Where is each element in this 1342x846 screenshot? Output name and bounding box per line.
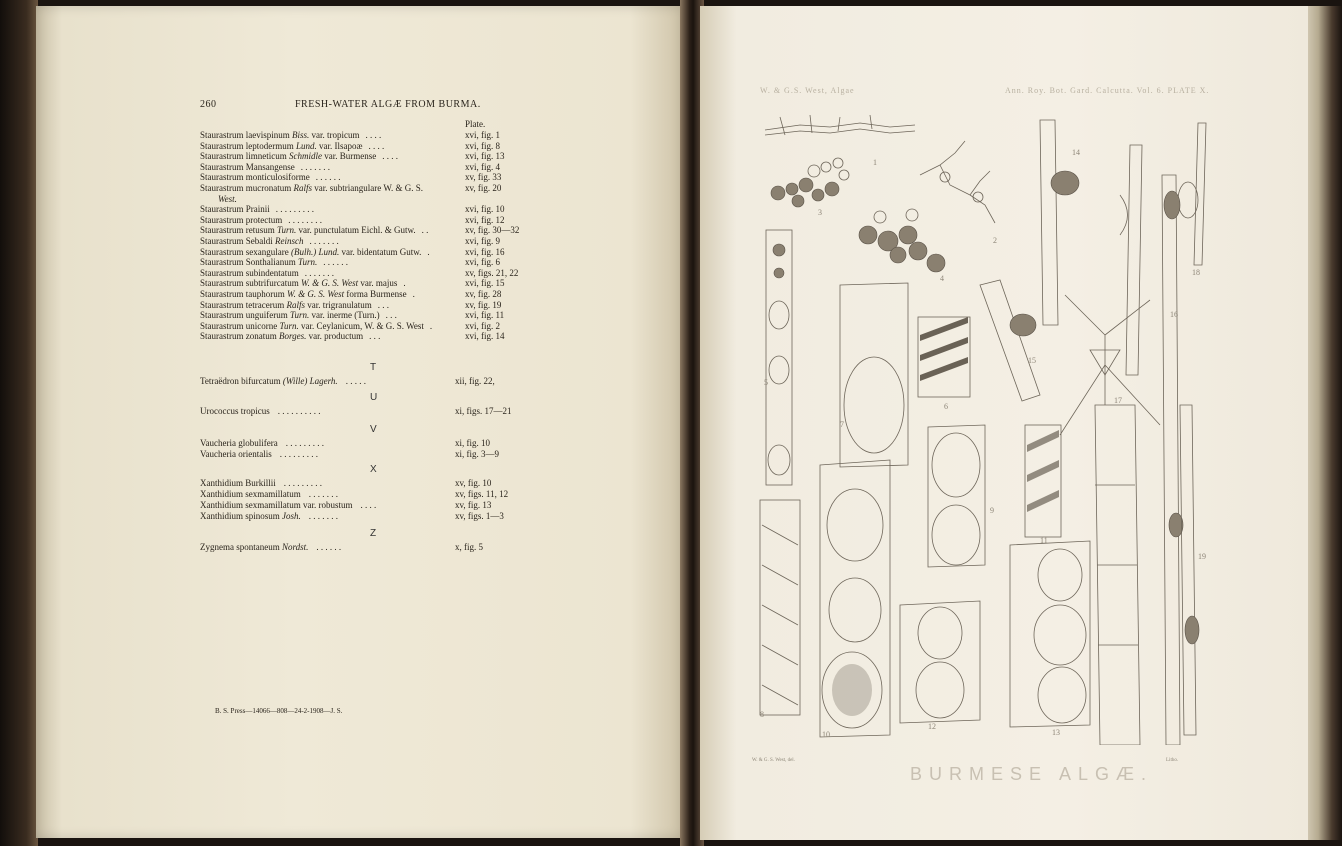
figure-7-cell [840,283,908,467]
entry-author: Nordst. [281,542,309,552]
index-entry [200,183,429,193]
entry-leader-dots: . . . . . . . [308,511,339,521]
entry-name: Xanthidium sexmamillatum var. robustum [200,500,353,510]
entry-name: Staurastrum tauphorum [200,289,285,299]
index-entry [200,321,432,331]
entry-author: Josh. [282,511,301,521]
section-letter: U [370,392,378,403]
figure-4-spore-cluster [859,209,945,272]
figure-number-11: 11 [1040,536,1048,545]
entry-plate-ref: xv, figs. 11, 12 [455,489,509,499]
entry-leader-dots: . . . . . . . [308,489,338,499]
entry-plate-ref: xi, fig. 3—9 [455,449,499,459]
index-entry [200,172,340,182]
entry-leader-dots: . . . . . . . [304,267,334,278]
figure-number-1: 1 [873,158,877,167]
entry-leader-dots: . . . . . . . . . [275,204,314,215]
entry-leader-dots: . [412,289,415,299]
index-entry [200,257,348,267]
entry-leader-dots: . . . . . . . [300,161,330,172]
index-entry [200,289,415,299]
index-entry [200,215,322,225]
figure-number-3: 3 [818,208,822,217]
entry-plate-ref: xv, fig. 30—32 [465,225,520,236]
entry-leader-dots: . . . . . . . . . . [277,406,321,416]
entry-leader-dots: . . . . . . [323,257,349,268]
entry-author: (Bulh.) Lund. [290,246,340,257]
figure-5-filament [766,230,792,485]
index-entry [200,151,398,161]
entry-name: Staurastrum retusum [200,225,275,236]
figure-10-zygospores [820,460,890,737]
entry-plate-ref: xvi, fig. 15 [465,278,505,289]
entry-name: Vaucheria orientalis [200,449,272,459]
index-entry [200,438,324,448]
figure-number-12: 12 [928,722,936,731]
section-letter: T [370,362,377,373]
figure-number-13: 13 [1052,728,1060,737]
entry-plate-ref: xvi, fig. 9 [465,236,500,246]
index-entry [200,130,381,140]
entry-plate-ref: xi, figs. 17—21 [455,406,512,416]
entry-plate-ref: xv, fig. 13 [455,500,492,510]
figure-long-filament [1095,405,1140,745]
entry-plate-ref: xv, fig. 10 [455,478,492,488]
page-number: 260 [200,99,217,110]
entry-name: Staurastrum Mansangense [200,161,295,172]
entry-plate-ref: xvi, fig. 10 [465,204,505,215]
entry-author: Turn. [289,310,310,321]
figure-8-spiral-filament [760,500,800,715]
entry-leader-dots: . [403,278,406,289]
index-entry [200,236,339,246]
plate-header-right: Ann. Roy. Bot. Gard. Calcutta. Vol. 6. PLATE X. [1005,86,1210,95]
figure-number-2: 2 [993,236,997,245]
entry-plate-ref: xv, figs. 1—3 [455,511,504,521]
figure-2-branching-filament [920,141,995,223]
entry-author: W. & G. S. West [287,289,345,299]
entry-variety: var. trigranulatum [304,299,372,310]
entry-author: West. [218,193,237,204]
entry-name: Staurastrum protectum [200,214,283,225]
entry-plate-ref: x, fig. 5 [455,542,483,552]
entry-variety: forma Burmense [344,289,407,299]
entry-name: Staurastrum tetracerum [200,299,285,310]
index-entry [200,268,334,278]
section-letter: V [370,424,377,435]
figure-number-14: 14 [1072,148,1080,157]
index-entry [200,542,341,552]
entry-variety: var. Ilsapoæ [316,140,363,151]
entry-leader-dots: . . . . [382,151,398,162]
entry-variety: var. bidentatum Gutw. [339,246,422,257]
entry-leader-dots: . . . . [360,500,377,510]
index-entry [200,300,389,310]
entry-leader-dots: . . . . . . . . . [283,478,322,488]
index-entry [218,194,243,204]
printer-imprint: B. S. Press—14066—808—24-2-1908—J. S. [215,707,343,715]
entry-author: Reinsch [275,236,304,246]
entry-plate-ref: xvi, fig. 16 [465,246,505,257]
entry-leader-dots: . [429,320,433,331]
entry-name: Xanthidium Burkillii [200,478,276,488]
index-entry [200,278,406,288]
entry-variety: var. Burmense [322,151,377,162]
entry-plate-ref: xvi, fig. 8 [465,140,500,151]
entry-name: Staurastrum unicorne [200,320,278,331]
section-letter: X [370,464,377,475]
entry-name: Zygnema spontaneum [200,542,280,552]
index-entry [200,489,338,499]
entry-leader-dots: . . [421,225,429,236]
entry-name: Staurastrum sexangulare [200,246,289,257]
figure-number-15: 15 [1028,356,1036,365]
plate-artist-credit: W. & G. S. West, del. [752,758,795,763]
entry-author: Turn. [298,257,318,268]
entry-variety: var. tropicum [309,130,360,140]
entry-plate-ref: xv, figs. 21, 22 [465,267,519,278]
entry-variety: var. productum [306,331,364,342]
figure-19-filament [1180,405,1199,735]
entry-name: Tetraëdron bifurcatum [200,376,281,386]
figure-18-filament [1162,175,1183,745]
plate-header-left: W. & G.S. West, Algae [760,86,855,95]
entry-variety: var. inerme (Turn.) [309,310,380,321]
entry-leader-dots: . [427,246,430,257]
entry-name: Staurastrum Sonthalianum [200,257,296,268]
figure-1-filament [765,115,915,135]
figure-number-5: 5 [764,378,768,387]
right-page-edges [1308,6,1342,840]
figure-6-spiral-chloroplast [918,317,970,397]
entry-name: Staurastrum laevispinum [200,130,290,140]
entry-leader-dots: . . . . . . . . . [279,449,318,459]
entry-author: Ralfs [293,183,312,193]
index-entry [200,376,366,386]
figure-16-filament [1178,123,1206,265]
entry-plate-ref: xvi, fig. 14 [465,331,505,342]
entry-plate-ref: xii, fig. 22, [455,376,495,386]
figure-number-6: 6 [944,402,948,411]
entry-plate-ref: xv, fig. 33 [465,172,502,183]
figure-9-cells [928,425,985,567]
index-entry [200,141,384,151]
entry-variety: var. punctulatum Eichl. & Gutw. [296,225,416,236]
index-entry [200,500,376,510]
entry-plate-ref: xvi, fig. 13 [465,151,505,162]
entry-name: Vaucheria globulifera [200,438,278,448]
figure-13-cells [1010,541,1090,727]
algae-illustration-plate [740,105,1300,745]
left-binding [0,0,38,846]
entry-name: Staurastrum leptodermum [200,140,294,151]
entry-name: Xanthidium spinosum [200,511,280,521]
entry-plate-ref: xv, fig. 28 [465,289,502,299]
entry-author: Ralfs [286,299,305,310]
entry-plate-ref: xv, fig. 20 [465,183,502,193]
entry-author: Turn. [279,320,299,331]
index-entry [200,331,380,341]
figure-11-spiral [1025,425,1061,537]
index-entry [200,478,322,488]
running-title: FRESH-WATER ALGÆ FROM BURMA. [295,99,481,110]
index-entry [200,406,320,416]
entry-name: Staurastrum subindentatum [200,267,299,278]
entry-name: Staurastrum unguiferum [200,310,288,321]
entry-plate-ref: xvi, fig. 11 [465,310,505,321]
entry-plate-ref: xv, fig. 19 [465,299,502,310]
entry-name: Staurastrum limneticum [200,151,287,162]
entry-variety: var. subtriangulare W. & G. S. [312,183,423,193]
entry-author: Schmidle [289,151,322,162]
entry-author: W. & G. S. West [300,278,359,289]
figure-17-tetraedron [1060,295,1160,435]
section-letter: Z [370,528,377,539]
entry-author: (Wille) Lagerh. [282,376,338,386]
entry-name: Staurastrum mucronatum [200,183,292,193]
plate-column-header: Plate. [465,119,486,129]
entry-plate-ref: xvi, fig. 2 [465,320,500,331]
entry-variety: var. majus [358,278,398,289]
entry-name: Xanthidium sexmamillatum [200,489,301,499]
entry-name: Urococcus tropicus [200,406,270,416]
index-entry [200,225,428,235]
entry-variety: var. Ceylanicum, W. & G. S. West [298,320,424,331]
figure-number-10: 10 [822,730,830,739]
entry-name: Staurastrum Prainii [200,204,270,215]
entry-plate-ref: xvi, fig. 4 [465,161,500,172]
figure-number-18: 18 [1192,268,1200,277]
entry-leader-dots: . . . [385,310,397,321]
figure-number-19: 19 [1198,552,1206,561]
entry-name: Staurastrum subtrifurcatum [200,278,299,289]
index-entry [200,204,314,214]
entry-leader-dots: . . . . [368,140,385,151]
entry-author: Lund. [295,140,317,151]
plate-title: BURMESE ALGÆ. [910,764,1154,784]
figure-12-cells [900,601,980,723]
entry-author: Turn. [277,225,297,236]
entry-plate-ref: xvi, fig. 12 [465,214,505,225]
entry-name: Staurastrum zonatum [200,331,277,342]
entry-author: Biss. [292,130,310,140]
figure-number-4: 4 [940,274,944,283]
index-entry [200,310,397,320]
entry-leader-dots: . . . . . . . [309,236,339,246]
index-entry [200,247,430,257]
entry-leader-dots: . . . . . [345,376,366,386]
figure-number-16: 16 [1170,310,1178,319]
figure-number-8: 8 [760,710,764,719]
index-entry [200,449,318,459]
figure-number-7: 7 [840,420,844,429]
entry-leader-dots: . . . . . . [315,172,341,183]
entry-plate-ref: xi, fig. 10 [455,438,490,448]
entry-plate-ref: xvi, fig. 1 [465,130,500,140]
entry-leader-dots: . . . . . . . . . [285,438,324,448]
plate-litho-credit: Litho. [1166,758,1179,763]
entry-plate-ref: xvi, fig. 6 [465,257,500,268]
entry-leader-dots: . . . [369,331,381,342]
index-entry [200,511,338,521]
figure-15-filament [1120,145,1142,375]
entry-name: Staurastrum Sebaldi [200,236,273,246]
entry-author: Borges. [278,331,307,342]
figure-number-17: 17 [1114,396,1122,405]
entry-leader-dots: . . . . . . [316,542,342,552]
entry-leader-dots: . . . . [365,130,382,140]
entry-leader-dots: . . . [377,299,389,310]
figure-3-spore-cluster [771,158,849,207]
index-entry [200,162,330,172]
entry-name: Staurastrum monticulosiforme [200,172,310,183]
entry-leader-dots: . . . . . . . . [288,214,322,225]
figure-number-9: 9 [990,506,994,515]
